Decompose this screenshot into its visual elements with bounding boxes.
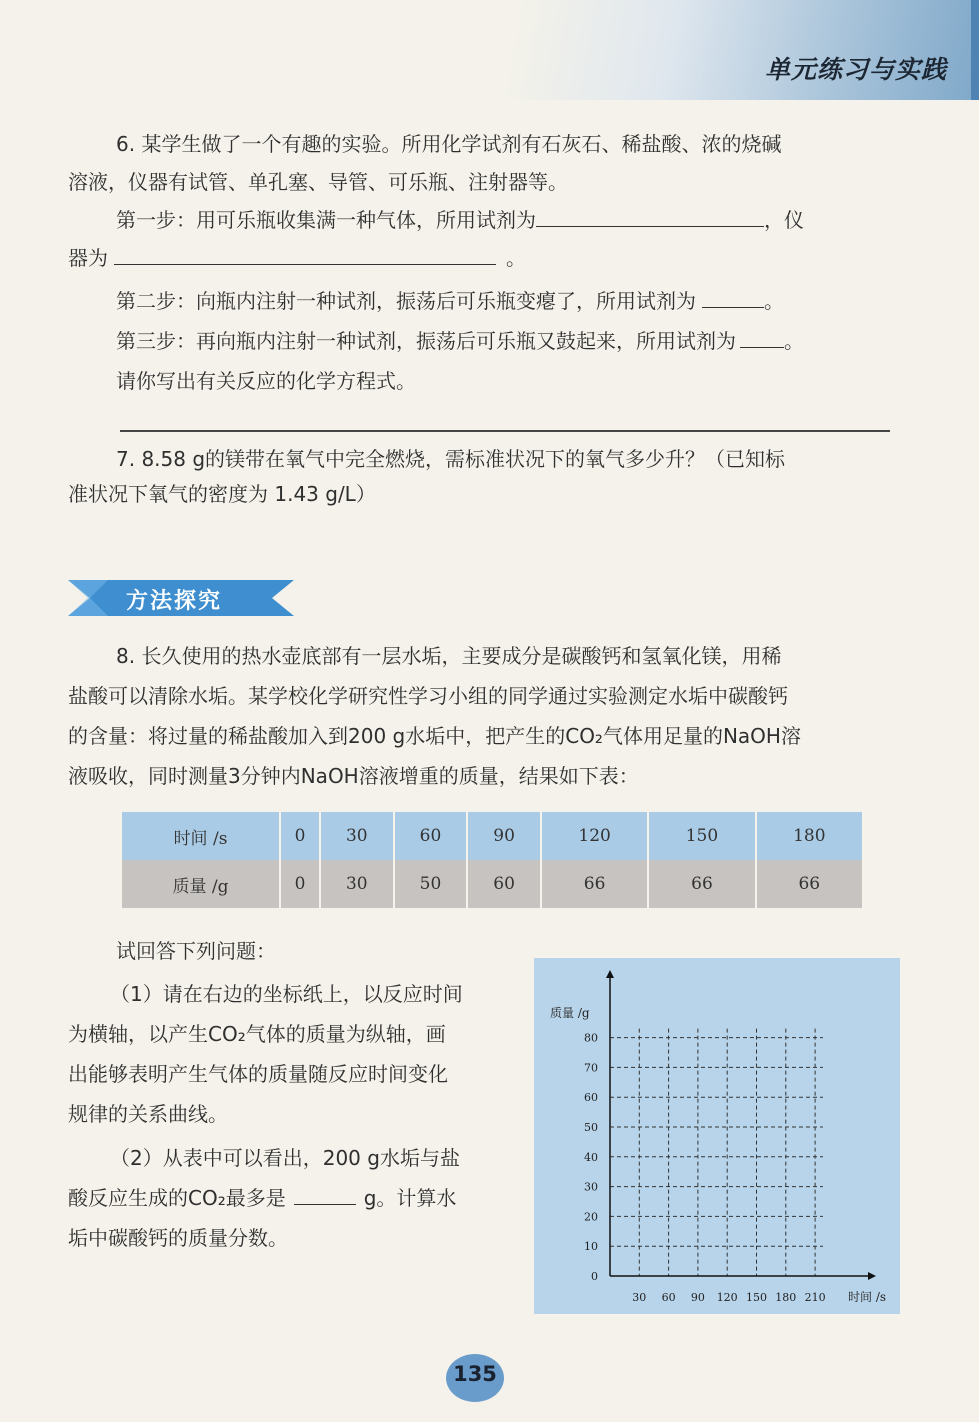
q6-step1-cont [68,242,526,274]
section-title: 方法探究 [126,589,223,614]
x-tick-label: 90 [690,1291,705,1304]
q6-step2-text: 第二步：向瓶内注射一种试剂，振荡后可乐瓶变瘪了，所用试剂为 [116,289,696,313]
q6-step2 [116,285,784,317]
q6-step1-blank-reagent[interactable] [536,205,764,227]
x-tick-label: 60 [661,1291,676,1304]
q8-part2-line1: （2）从表中可以看出，200 g水垢与盐 [110,1146,460,1170]
page-number: 135 [453,1362,497,1386]
q8-part1-line4: 规律的关系曲线。 [68,1102,228,1126]
questions-intro: 试回答下列问题： [116,939,276,963]
y-axis-label: 质量 /g [550,1006,590,1020]
q6-line2: 溶液，仪器有试管、单孔塞、导管、可乐瓶、注射器等。 [68,170,568,194]
q6-line1: 6. 某学生做了一个有趣的实验。所用化学试剂有石灰石、稀盐酸、浓的烧碱 [116,132,782,156]
q6-step1-text: 第一步：用可乐瓶收集满一种气体，所用试剂为 [116,208,536,232]
table-cell: 66 [541,860,648,908]
table-cell: 150 [648,812,755,860]
q8-part2-blank[interactable] [294,1183,356,1205]
table-cell: 90 [467,812,541,860]
q6-step2-end: 。 [764,289,784,313]
y-tick-label: 40 [584,1150,598,1164]
header-stripe [971,0,979,100]
y-tick-label: 30 [584,1180,598,1194]
table-row-mass [122,860,863,908]
q7-line1: 7. 8.58 g的镁带在氧气中完全燃烧，需标准状况下的氧气多少升？（已知标 [116,447,786,471]
q8-part1-line3: 出能够表明产生气体的质量随反应时间变化 [68,1062,448,1086]
q6-step3-end: 。 [784,329,804,353]
q8-part1-line1: （1）请在右边的坐标纸上，以反应时间 [110,982,463,1006]
q6-ask: 请你写出有关反应的化学方程式。 [116,369,416,393]
table-cell: 180 [756,812,863,860]
q6-step3-blank[interactable] [740,326,784,348]
q7-line2: 准状况下氧气的密度为 1.43 g/L） [68,482,376,506]
page-header-title: 单元练习与实践 [764,55,947,84]
table-cell: 30 [320,860,394,908]
table-cell: 50 [394,860,468,908]
q6-step1 [116,204,804,236]
table-cell: 60 [467,860,541,908]
table-row-header: 时间 /s [122,812,280,860]
q8-line3: 的含量：将过量的稀盐酸加入到200 g水垢中，把产生的CO₂气体用足量的NaOH溶 [68,724,801,748]
q8-part2-text-b: g。计算水 [363,1186,457,1210]
y-tick-label: 60 [584,1091,598,1105]
q6-step3-text: 第三步：再向瓶内注射一种试剂，振荡后可乐瓶又鼓起来，所用试剂为 [116,329,736,353]
q8-part2-line2 [68,1182,456,1214]
y-tick-label: 20 [584,1210,598,1224]
table-cell: 60 [394,812,468,860]
data-table [122,812,864,908]
q8-line4: 液吸收，同时测量3分钟内NaOH溶液增重的质量，结果如下表： [68,764,639,788]
table-cell: 66 [648,860,755,908]
q8-part2-line3: 垢中碳酸钙的质量分数。 [68,1226,288,1250]
q8-part2-text-a: 酸反应生成的CO₂最多是 [68,1186,286,1210]
y-tick-label: 80 [584,1031,598,1045]
table-cell: 120 [541,812,648,860]
table-cell: 0 [280,860,320,908]
q8-line2: 盐酸可以清除水垢。某学校化学研究性学习小组的同学通过实验测定水垢中碳酸钙 [68,684,788,708]
q6-step1-blank-apparatus[interactable] [114,243,496,265]
x-tick-label: 180 [775,1291,797,1304]
y-tick-label: 10 [584,1240,598,1254]
table-cell: 30 [320,812,394,860]
table-row-header: 质量 /g [122,860,280,908]
y-tick-label: 50 [584,1121,598,1134]
x-axis-label: 时间 /s [848,1290,887,1304]
q6-step1-text-d: 。 [506,246,526,270]
x-tick-label: 210 [804,1291,826,1304]
x-tick-label: 150 [746,1291,767,1304]
table-cell: 0 [280,812,320,860]
section-banner [68,578,294,618]
y-tick-label: 0 [591,1270,598,1283]
x-tick-label: 30 [632,1291,647,1304]
q6-step3 [116,325,804,357]
y-tick-label: 70 [584,1061,598,1075]
table-cell: 66 [756,860,863,908]
q8-line1: 8. 长久使用的热水壶底部有一层水垢，主要成分是碳酸钙和氢氧化镁，用稀 [116,644,782,668]
x-tick-label: 120 [716,1291,738,1304]
q8-part1-line2: 为横轴，以产生CO₂气体的质量为纵轴，画 [68,1022,446,1046]
table-row-time [122,812,863,860]
q6-answer-line[interactable] [120,430,890,432]
q6-step2-blank[interactable] [702,286,764,308]
x-axis-arrow [868,1272,876,1280]
graph-chart[interactable] [534,958,900,1314]
y-axis-arrow [606,970,614,978]
graph-paper[interactable] [534,958,900,1314]
q6-step1-text-b: ，仪 [764,208,804,232]
q6-step1-text-c: 器为 [68,246,108,270]
